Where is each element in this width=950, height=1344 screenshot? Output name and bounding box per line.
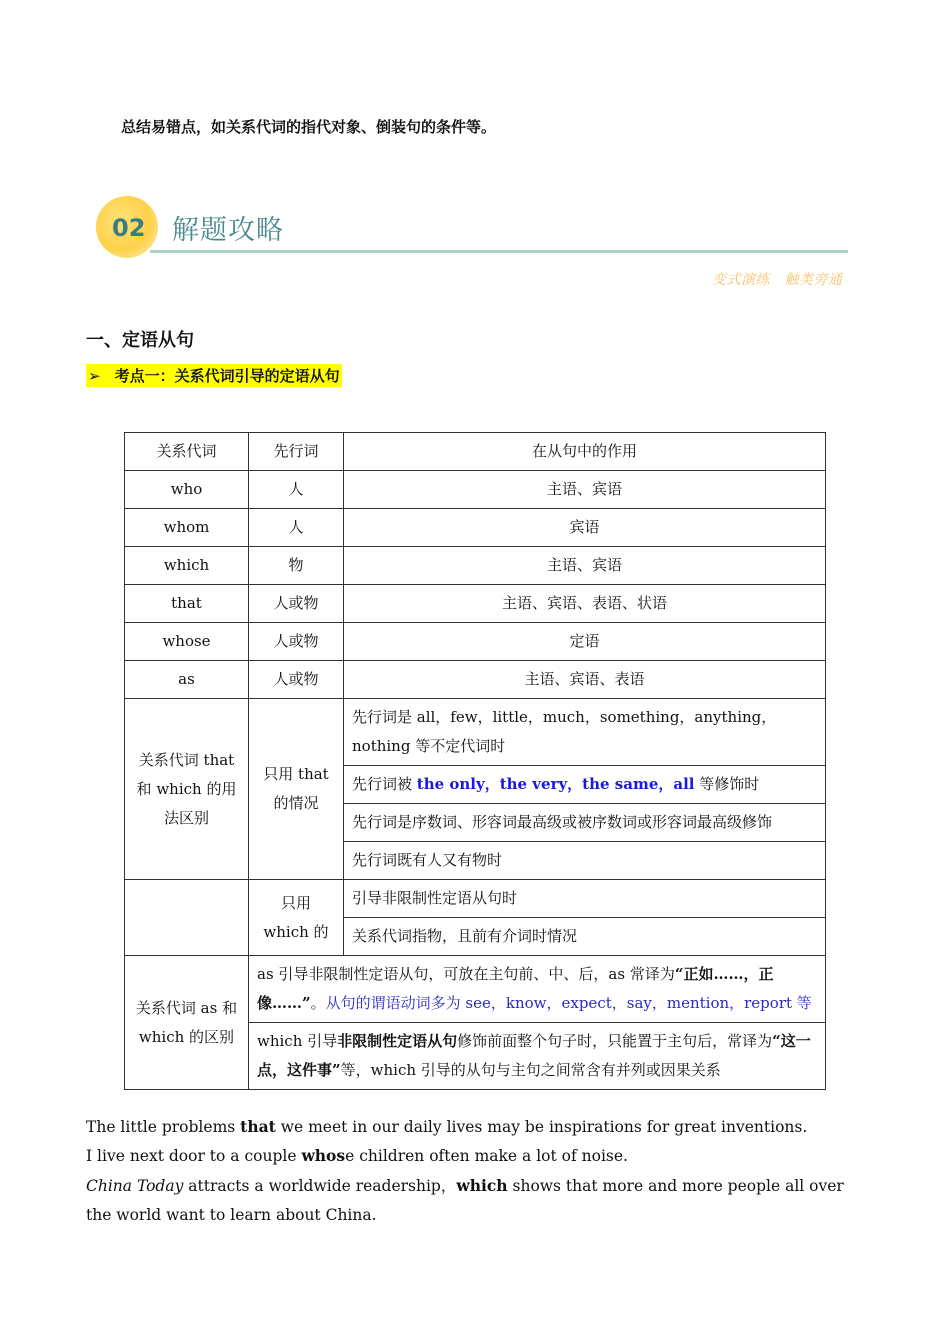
pronoun-cell: that	[125, 585, 249, 623]
arrow-icon: ➢	[88, 367, 101, 385]
text-span: 修饰前面整个句子时，只能置于主句后，常译为	[457, 1032, 773, 1050]
table-row	[125, 509, 826, 547]
header-cell: 关系代词	[125, 433, 249, 471]
italic-text: China Today	[86, 1177, 184, 1195]
example-sentence	[86, 1171, 866, 1230]
text-span: 等，which 引导的从句与主句之间常含有并列或因果关系	[340, 1061, 721, 1079]
banner-slogan: 变式演练 触类旁通	[712, 272, 843, 288]
pronoun-cell: whom	[125, 509, 249, 547]
section-title: 一、定语从句	[86, 330, 194, 351]
banner-number: 02	[112, 214, 146, 242]
antecedent-cell: 物	[249, 547, 344, 585]
function-cell: 主语、宾语、表语	[344, 661, 826, 699]
table-row	[125, 585, 826, 623]
relative-pronoun-table	[124, 432, 826, 1090]
text-span: which 引导	[257, 1032, 338, 1050]
text-span: The little problems	[86, 1118, 241, 1136]
table-row	[125, 471, 826, 509]
only-that-item: 先行词是序数词、形容词最高级或被序数词或形容词最高级修饰	[344, 804, 826, 842]
blue-text: 从句的谓语动词多为 see，know，expect，say，mention，report 等	[325, 994, 812, 1012]
top-note: 总结易错点，如关系代词的指代对象、倒装句的条件等。	[121, 118, 497, 136]
only-that-item: 先行词是 all，few，little，much，something，anything，nothing 等不定代词时	[344, 699, 826, 766]
point-label: 考点一：关系代词引导的定语从句	[114, 367, 340, 385]
antecedent-cell: 人	[249, 471, 344, 509]
table-row	[125, 699, 826, 766]
header-cell: 在从句中的作用	[344, 433, 826, 471]
table-row	[125, 547, 826, 585]
pronoun-cell: as	[125, 661, 249, 699]
function-cell: 宾语	[344, 509, 826, 547]
text-span: as 引导非限制性定语从句，可放在主句前、中、后，as 常译为	[257, 965, 675, 983]
as-usage-cell	[249, 956, 826, 1023]
banner-divider	[150, 250, 848, 253]
text-span: e children often make a lot of noise.	[345, 1147, 628, 1165]
header-cell: 先行词	[249, 433, 344, 471]
pronoun-cell: who	[125, 471, 249, 509]
text-span: I live next door to a couple	[86, 1147, 302, 1165]
pronoun-cell: whose	[125, 623, 249, 661]
bold-text: “正如……，正像……”	[257, 965, 774, 1012]
text-span: 等修饰时	[694, 775, 760, 793]
only-which-label: 只用 which 的	[249, 880, 344, 956]
table-row	[125, 880, 826, 918]
empty-cell	[125, 880, 249, 956]
text-span: 先行词被	[352, 775, 417, 793]
table-row	[125, 956, 826, 1023]
point-heading	[86, 364, 342, 387]
table-row	[125, 661, 826, 699]
only-which-item: 关系代词指物，且前有介词时情况	[344, 918, 826, 956]
bold-text: whos	[301, 1146, 346, 1165]
antecedent-cell: 人或物	[249, 623, 344, 661]
text-span: shows that more and more people all over the world want to learn about China.	[86, 1177, 844, 1224]
function-cell: 定语	[344, 623, 826, 661]
bold-text: that	[240, 1117, 276, 1136]
antecedent-cell: 人或物	[249, 661, 344, 699]
bold-text: which	[456, 1176, 508, 1195]
only-that-item: 先行词既有人又有物时	[344, 842, 826, 880]
bold-text: “这一点，这件事”	[257, 1032, 811, 1079]
which-usage-cell	[249, 1023, 826, 1090]
antecedent-cell: 人或物	[249, 585, 344, 623]
banner-title: 解题攻略	[172, 215, 284, 246]
example-sentence	[86, 1112, 866, 1142]
only-which-item: 引导非限制性定语从句时	[344, 880, 826, 918]
bold-text: 非限制性定语从句	[337, 1032, 458, 1050]
that-which-label: 关系代词 that 和 which 的用法区别	[125, 699, 249, 880]
highlight-text: the only，the very，the same，all	[416, 775, 695, 793]
text-span: 。	[310, 994, 326, 1012]
function-cell: 主语、宾语	[344, 547, 826, 585]
pronoun-cell: which	[125, 547, 249, 585]
table-row	[125, 623, 826, 661]
table-header-row	[125, 433, 826, 471]
only-that-item	[344, 766, 826, 804]
text-span: we meet in our daily lives may be inspirations for great inventions.	[275, 1118, 808, 1136]
as-which-label: 关系代词 as 和 which 的区别	[125, 956, 249, 1090]
function-cell: 主语、宾语、表语、状语	[344, 585, 826, 623]
section-banner	[90, 192, 860, 292]
function-cell: 主语、宾语	[344, 471, 826, 509]
only-that-label: 只用 that 的情况	[249, 699, 344, 880]
antecedent-cell: 人	[249, 509, 344, 547]
example-sentence	[86, 1141, 866, 1171]
text-span: attracts a worldwide readership，	[183, 1177, 457, 1195]
